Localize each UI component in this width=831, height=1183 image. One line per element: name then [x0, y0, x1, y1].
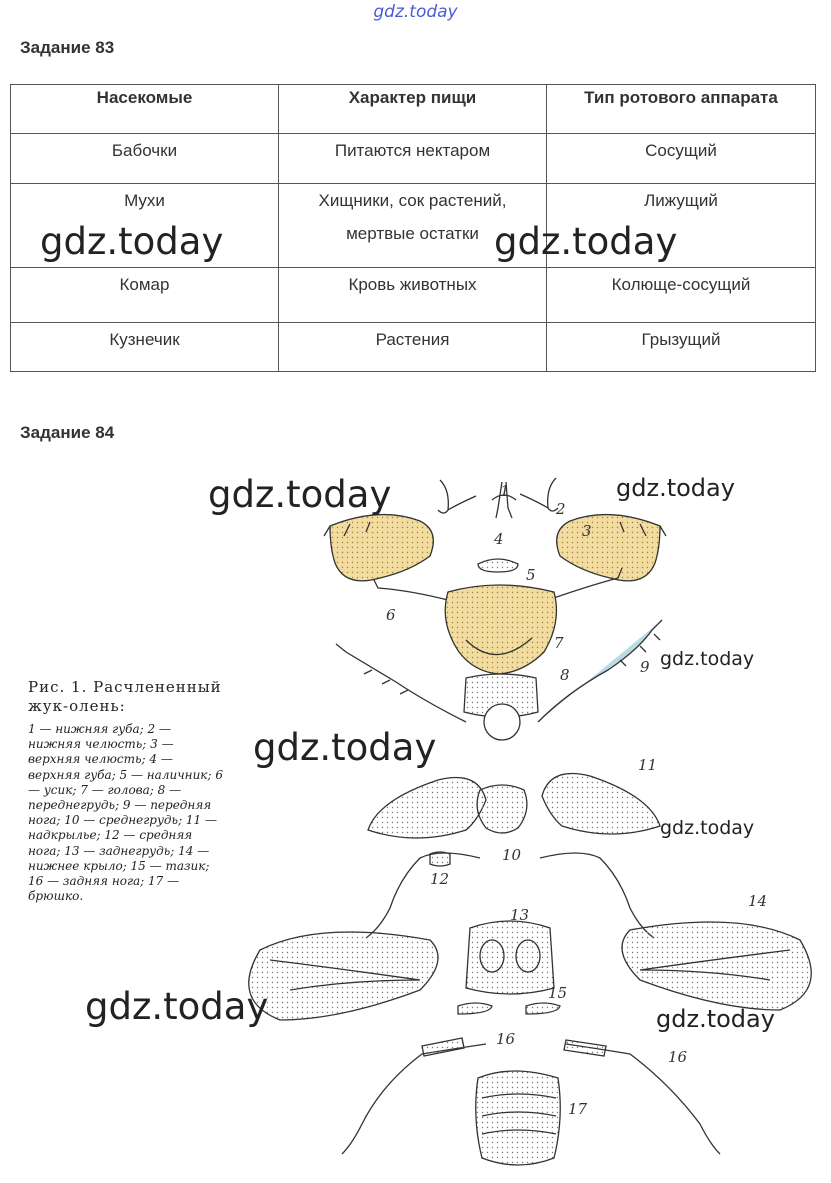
- figure-label-11: 11: [638, 756, 658, 774]
- figure-label-12: 12: [430, 870, 450, 888]
- mandible-right: [557, 515, 660, 581]
- coxa-right: [526, 1003, 560, 1014]
- table-cell: Питаются нектаром: [279, 134, 547, 184]
- table-cell: Сосущий: [547, 134, 816, 184]
- table-header-row: [11, 85, 816, 134]
- table-row: [11, 184, 816, 268]
- metathorax: [466, 921, 554, 994]
- table-cell: Грызущий: [547, 323, 816, 372]
- table-cell: Хищники, сок растений, мертвые остатки: [279, 184, 547, 268]
- figure-label-14: 14: [748, 892, 768, 910]
- figure-label-17: 17: [568, 1100, 588, 1118]
- header-cell: Насекомые: [11, 85, 279, 134]
- figure-label-15: 15: [548, 984, 568, 1002]
- task-83-table: [10, 84, 816, 372]
- figure-label-4: 4: [494, 530, 504, 548]
- table-cell: Кузнечик: [11, 323, 279, 372]
- watermark: gdz.today: [85, 985, 269, 1028]
- watermark: gdz.today: [40, 220, 224, 263]
- head: [445, 585, 556, 674]
- mesothorax: [477, 785, 527, 833]
- figure-label-5: 5: [526, 566, 536, 584]
- task-83-heading: Задание 83: [20, 38, 115, 57]
- abdomen: [476, 1071, 561, 1165]
- stag-beetle-illustration: [230, 460, 820, 1180]
- watermark: gdz.today: [616, 474, 735, 502]
- figure-label-9: 9: [640, 658, 650, 676]
- antenna-left: [374, 580, 448, 600]
- watermark: gdz.today: [253, 726, 437, 769]
- watermark: gdz.today: [494, 220, 678, 263]
- mandible-left: [330, 515, 433, 581]
- table-cell: Комар: [11, 268, 279, 323]
- elytron-left: [368, 778, 486, 839]
- table-cell: Мухи: [11, 184, 279, 268]
- watermark: gdz.today: [660, 817, 755, 839]
- figure-label-8: 8: [560, 666, 570, 684]
- caption-legend: 1 — нижняя губа; 2 — нижняя челюсть; 3 — верхняя челюсть; 4 — верхняя губа; 5 — наличник; 6 — усик; 7 — голова; 8 — переднегрудь; 9 — передняя нога; 10 — среднегрудь; 11 — надкрылье; 12 — средняя нога; 13 — заднегрудь; 14 — нижнее крыло; 15 — тазик; 16 — задняя нога; 17 — брюшко.: [28, 722, 223, 904]
- table-cell: Бабочки: [11, 134, 279, 184]
- figure-label-1: 1: [500, 482, 510, 500]
- figure-caption: [28, 678, 223, 904]
- figure-label-10: 10: [502, 846, 522, 864]
- lower-jaw-left: [438, 480, 476, 513]
- table-cell: Кровь животных: [279, 268, 547, 323]
- caption-title: Рис. 1. Расчлененный жук-олень:: [28, 678, 222, 715]
- table-cell: Лижущий: [547, 184, 816, 268]
- table-cell: Растения: [279, 323, 547, 372]
- figure-label-7: 7: [554, 634, 564, 652]
- table-row: [11, 268, 816, 323]
- hind-wing-left: [249, 932, 438, 1020]
- middle-leg-right: [540, 853, 654, 938]
- hind-wing-right: [622, 922, 811, 1010]
- upper-lip: [478, 559, 518, 572]
- figure-label-16-right: 16: [668, 1048, 688, 1066]
- table-cell: Колюще-сосущий: [547, 268, 816, 323]
- figure-label-3: 3: [582, 522, 592, 540]
- hind-leg-left: [342, 1044, 486, 1154]
- figure-label-2: 2: [556, 500, 566, 518]
- task-84-heading: Задание 84: [20, 423, 115, 442]
- header-cell: Тип ротового аппарата: [547, 85, 816, 134]
- elytron-right: [542, 774, 660, 835]
- front-leg-left: [336, 644, 466, 722]
- figure-label-13: 13: [510, 906, 530, 924]
- watermark: gdz.today: [660, 648, 755, 670]
- watermark: gdz.today: [656, 1005, 775, 1033]
- middle-leg-left: [366, 853, 480, 938]
- table-row: [11, 134, 816, 184]
- figure-label-16-left: 16: [496, 1030, 516, 1048]
- figure-label-6: 6: [386, 606, 396, 624]
- header-cell: Характер пищи: [279, 85, 547, 134]
- lower-jaw-right: [520, 478, 558, 511]
- coxa-left: [458, 1003, 492, 1014]
- watermark: gdz.today: [208, 473, 392, 516]
- hind-leg-right: [566, 1044, 720, 1154]
- site-logo[interactable]: gdz.today: [373, 2, 458, 22]
- table-row: [11, 323, 816, 372]
